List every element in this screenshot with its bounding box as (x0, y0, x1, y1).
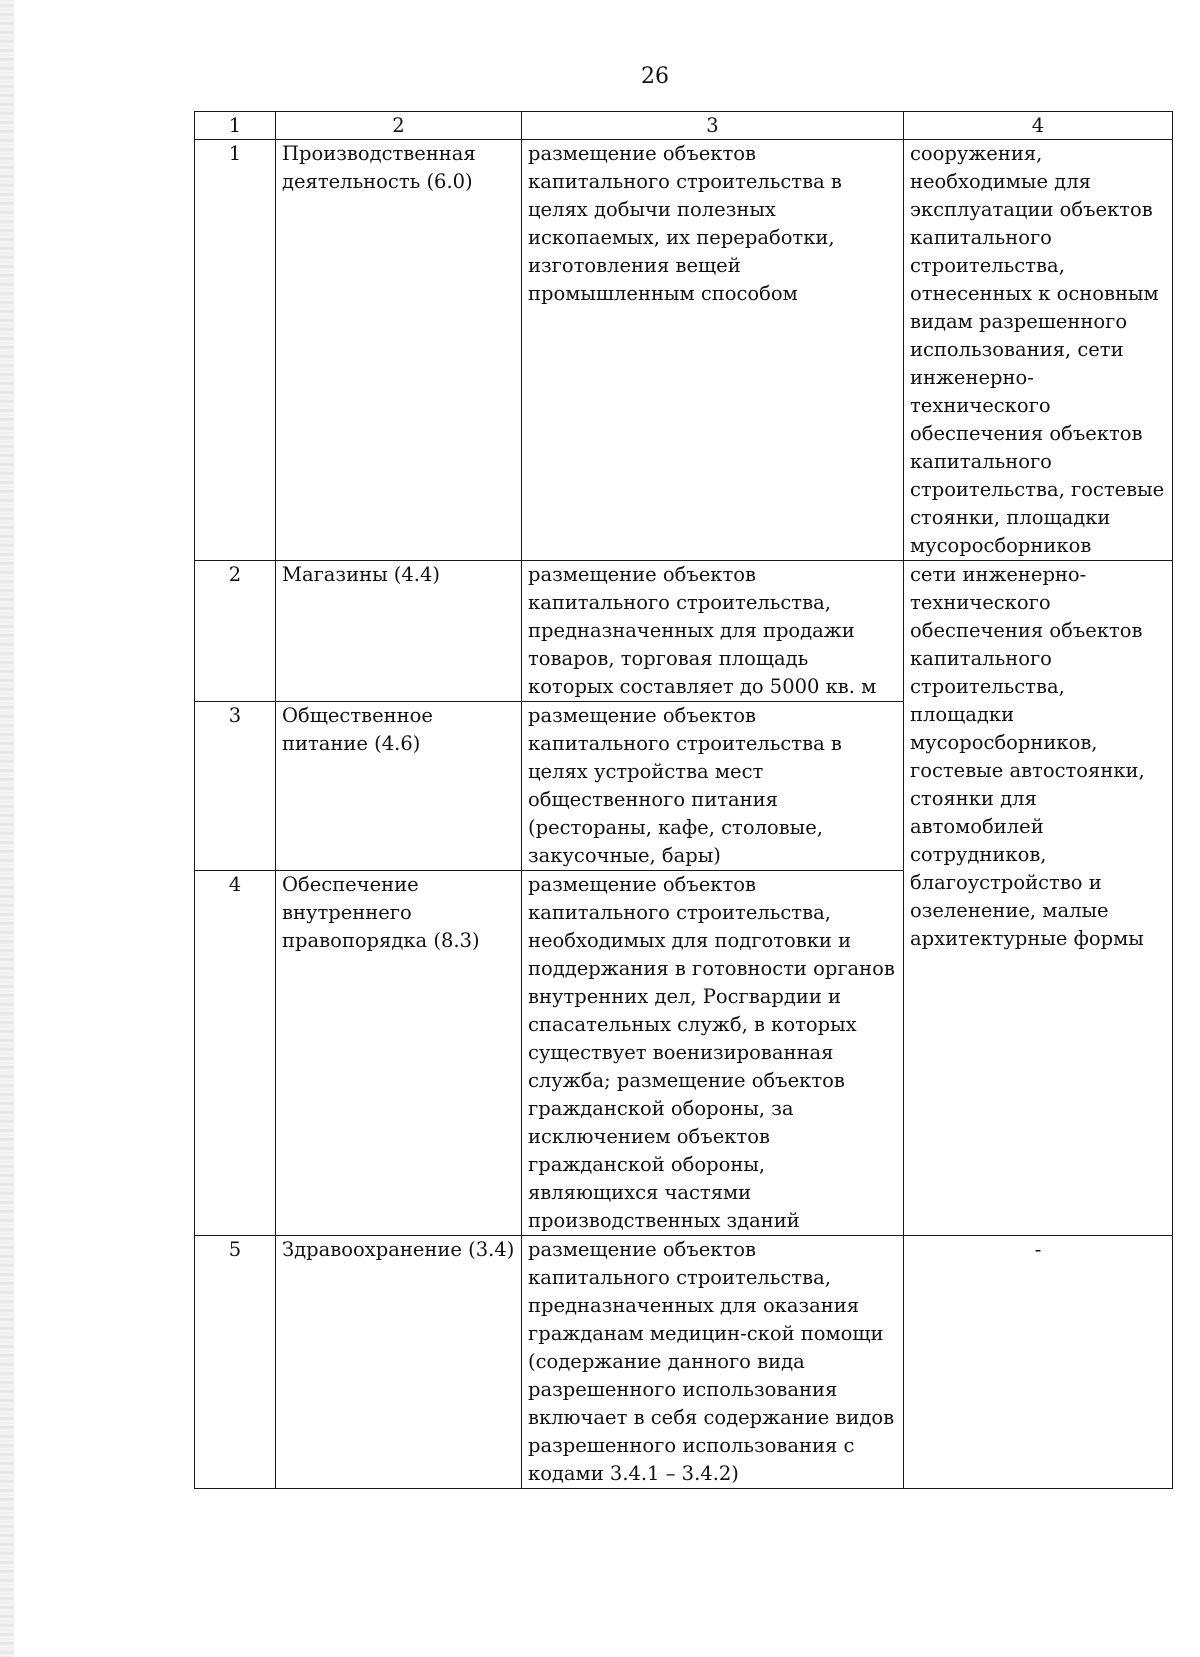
use-type-name: Обеспечение внутреннего правопорядка (8.3) (276, 871, 522, 1236)
column-header: 2 (276, 112, 522, 140)
row-number: 3 (195, 702, 276, 871)
use-type-description: размещение объектов капитального строительства в целях устройства мест общественного питания (рестораны, кафе, столовые, закусочные, бары) (522, 702, 904, 871)
column-header: 4 (904, 112, 1173, 140)
use-type-description: размещение объектов капитального строительства в целях добычи полезных ископаемых, их переработки, изготовления вещей промышленным способом (522, 140, 904, 561)
row-number: 1 (195, 140, 276, 561)
use-type-description: размещение объектов капитального строительства, предназначенных для оказания гражданам медицин-ской помощи (содержание данного вида разрешенного использования включает в себя содержание видов разрешенного использования с кодами 3.4.1 – 3.4.2) (522, 1236, 904, 1489)
auxiliary-uses-shared: сети инженерно-технического обеспечения объектов капитального строительства, площадки мусоросборников, гостевые автостоянки, стоянки для автомобилей сотрудников, благоустройство и озеленение, малые архитектурные формы (904, 561, 1173, 1236)
use-type-name: Общественное питание (4.6) (276, 702, 522, 871)
scan-edge-artifact (0, 0, 14, 1657)
table-row (195, 140, 1173, 561)
auxiliary-uses: - (904, 1236, 1173, 1489)
page-number: 26 (641, 64, 669, 89)
use-type-description: размещение объектов капитального строительства, предназначенных для продажи товаров, торговая площадь которых составляет до 5000 кв. м (522, 561, 904, 702)
use-type-name: Здравоохранение (3.4) (276, 1236, 522, 1489)
column-header: 3 (522, 112, 904, 140)
table-row (195, 1236, 1173, 1489)
row-number: 2 (195, 561, 276, 702)
use-type-name: Производственная деятельность (6.0) (276, 140, 522, 561)
column-header: 1 (195, 112, 276, 140)
land-use-table (194, 111, 1173, 1489)
row-number: 4 (195, 871, 276, 1236)
table-row (195, 561, 1173, 702)
auxiliary-uses: сооружения, необходимые для эксплуатации объектов капитального строительства, отнесенных к основным видам разрешенного использования, сети инженерно-технического обеспечения объектов капитального строительства, гостевые стоянки, площадки мусоросборников (904, 140, 1173, 561)
table-header-row (195, 112, 1173, 140)
use-type-name: Магазины (4.4) (276, 561, 522, 702)
row-number: 5 (195, 1236, 276, 1489)
use-type-description: размещение объектов капитального строительства, необходимых для подготовки и поддержания в готовности органов внутренних дел, Росгвардии и спасательных служб, в которых существует военизированная служба; размещение объектов гражданской обороны, за исключением объектов гражданской обороны, являющихся частями производственных зданий (522, 871, 904, 1236)
